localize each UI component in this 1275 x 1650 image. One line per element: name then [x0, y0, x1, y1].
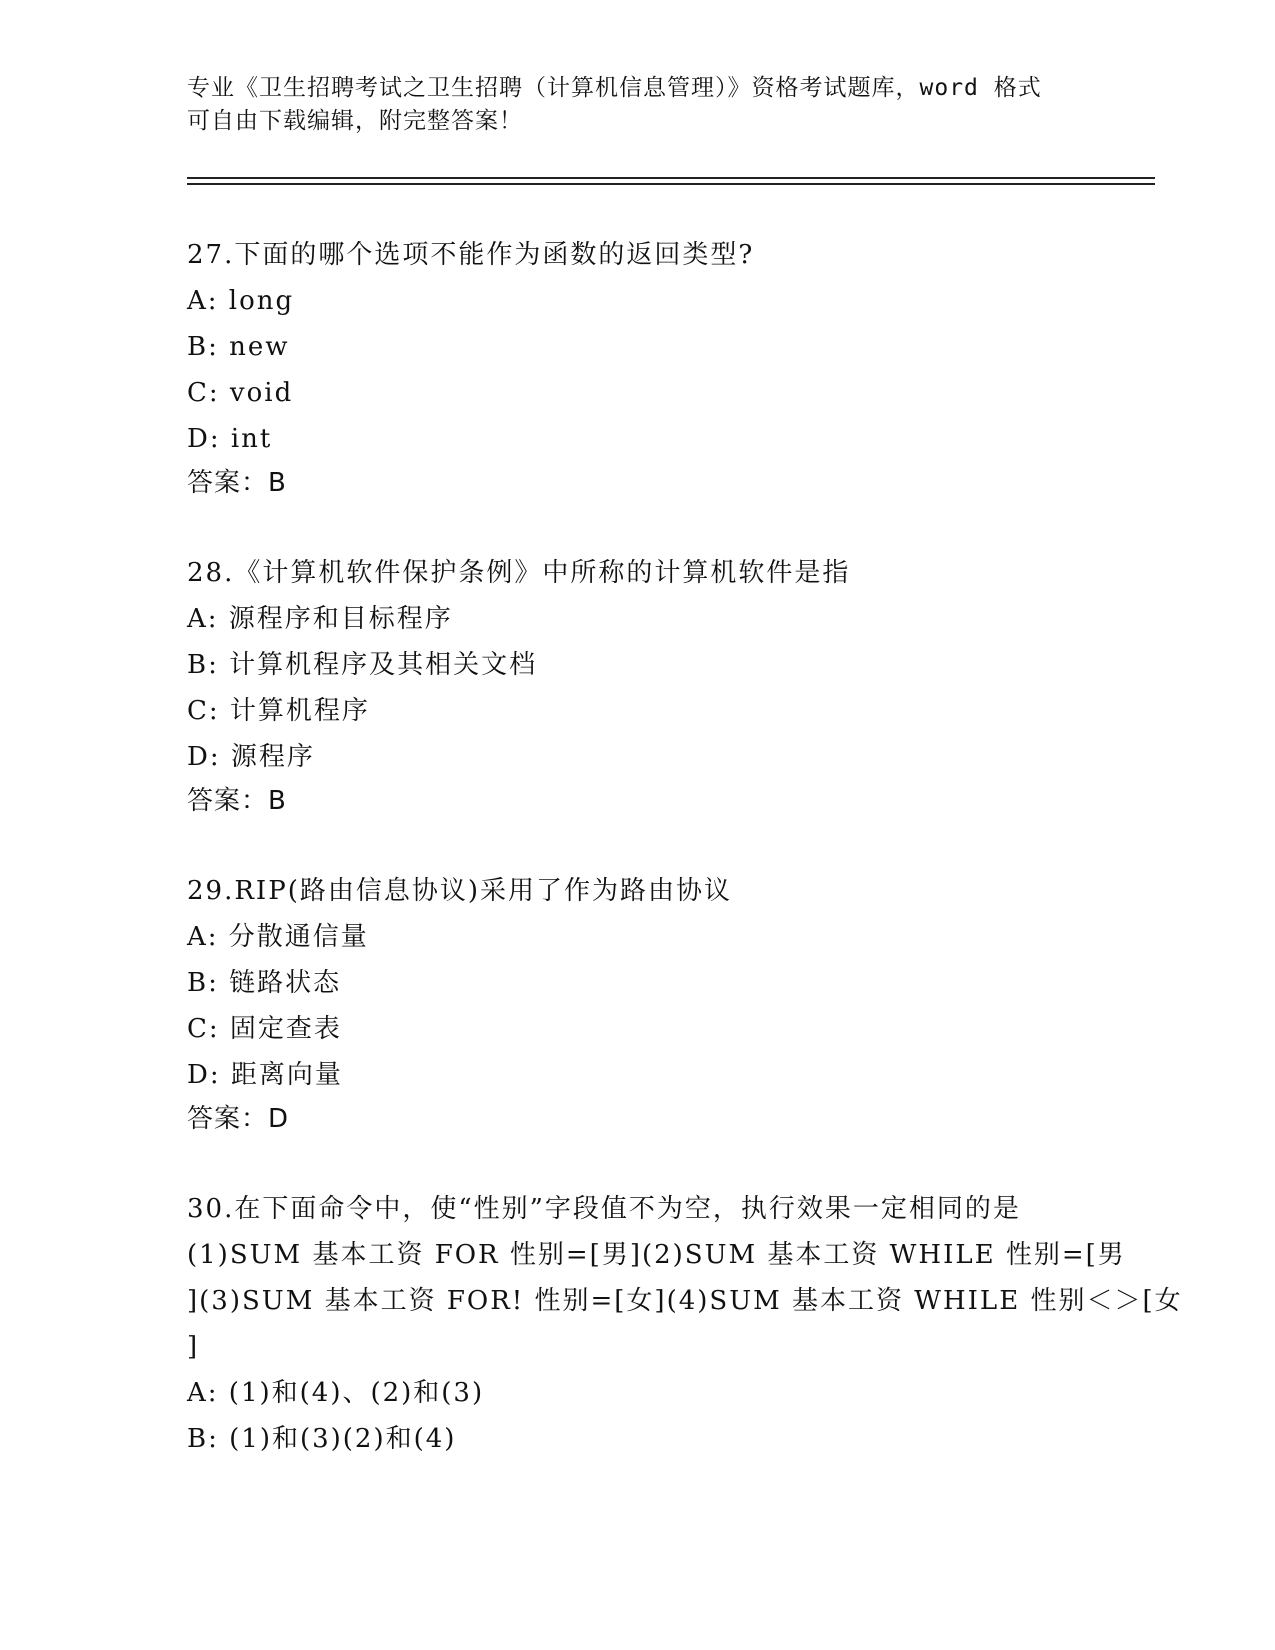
- option-b: B: new: [187, 332, 290, 362]
- option-d: D: int: [187, 424, 273, 454]
- question-stem: 28.《计算机软件保护条例》中所称的计算机软件是指: [187, 558, 851, 588]
- option-c: C: 计算机程序: [187, 696, 370, 726]
- question-stem: 27.下面的哪个选项不能作为函数的返回类型?: [187, 240, 755, 270]
- question-stem-line-1: 30.在下面命令中，使“性别”字段值不为空，执行效果一定相同的是: [187, 1194, 1021, 1224]
- option-c: C: void: [187, 378, 294, 408]
- option-c: C: 固定查表: [187, 1014, 342, 1044]
- question-stem-line-4: ]: [187, 1332, 200, 1362]
- option-b: B: 链路状态: [187, 968, 342, 998]
- question-stem: 29.RIP(路由信息协议)采用了作为路由协议: [187, 876, 732, 906]
- option-a: A: (1)和(4)、(2)和(3): [187, 1378, 485, 1408]
- question-30: [187, 1186, 1183, 1462]
- option-a: A: 分散通信量: [187, 922, 369, 952]
- option-d: D: 源程序: [187, 742, 315, 772]
- option-b: B: (1)和(3)(2)和(4): [187, 1424, 457, 1454]
- header-divider-bottom: [187, 183, 1155, 185]
- document-header: [187, 72, 1067, 138]
- option-d: D: 距离向量: [187, 1060, 343, 1090]
- answer-key: 答案：B: [187, 468, 287, 498]
- option-a: A: 源程序和目标程序: [187, 604, 453, 634]
- answer-key: 答案：D: [187, 1104, 290, 1134]
- question-stem-line-2: (1)SUM 基本工资 FOR 性别=[男](2)SUM 基本工资 WHILE 性别=[男: [187, 1240, 1126, 1270]
- question-29: [187, 868, 1087, 1140]
- question-28: [187, 550, 1087, 822]
- question-list: [187, 232, 1183, 1508]
- option-b: B: 计算机程序及其相关文档: [187, 650, 538, 680]
- option-a: A: long: [187, 286, 295, 316]
- header-title-line-2: 可自由下载编辑，附完整答案！: [187, 108, 523, 134]
- question-27: [187, 232, 1087, 504]
- answer-key: 答案：B: [187, 786, 287, 816]
- header-divider-top: [187, 177, 1155, 179]
- question-stem-line-3: ](3)SUM 基本工资 FOR! 性别=[女](4)SUM 基本工资 WHILE 性别＜＞[女: [187, 1286, 1183, 1316]
- header-title-line-1: 专业《卫生招聘考试之卫生招聘（计算机信息管理）》资格考试题库，word 格式: [187, 75, 1042, 101]
